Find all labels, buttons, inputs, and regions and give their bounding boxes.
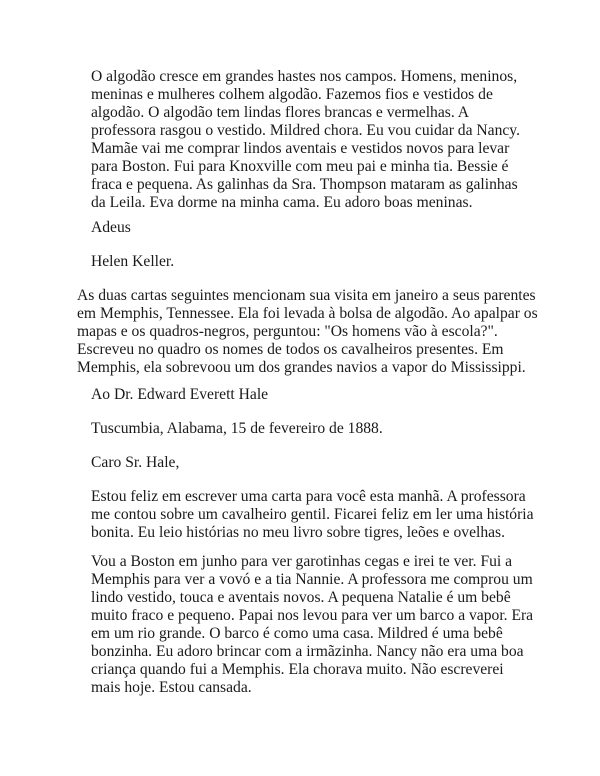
- text-line: em um rio grande. O barco é como uma casa. Mildred é uma bebê: [91, 625, 503, 642]
- text-line: meninas e mulheres colhem algodão. Fazemos fios e vestidos de: [91, 86, 493, 103]
- text-line: Vou a Boston em junho para ver garotinhas cegas e irei te ver. Fui a: [91, 553, 513, 570]
- paragraph-salutation: [91, 454, 179, 472]
- text-line: bonita. Eu leio histórias no meu livro sobre tigres, leões e ovelhas.: [91, 524, 506, 541]
- closing-text: Adeus: [91, 219, 131, 236]
- text-line: Memphis para ver a vovó e a tia Nannie. A professora me comprou um: [91, 571, 533, 588]
- paragraph-cotton-letter: [91, 68, 520, 212]
- text-line: lindo vestido, touca e aventais novos. A pequena Natalie é um bebê: [91, 589, 511, 606]
- text-line: O algodão cresce em grandes hastes nos campos. Homens, meninos,: [91, 68, 518, 85]
- signature-text: Helen Keller.: [91, 253, 175, 270]
- text-line: mapas e os quadros-negros, perguntou: "Os homens vão à escola?".: [77, 323, 498, 340]
- text-line: Escreveu no quadro os nomes de todos os cavalheiros presentes. Em: [77, 341, 504, 358]
- text-line: Memphis, ela sobrevoou um dos grandes navios a vapor do Mississippi.: [77, 359, 526, 376]
- text-line: bonzinha. Eu adoro brincar com a irmãzinha. Nancy não era uma boa: [91, 643, 524, 660]
- text-line: mais hoje. Estou cansada.: [91, 679, 252, 696]
- text-line: para Boston. Fui para Knoxville com meu pai e minha tia. Bessie é: [91, 158, 509, 175]
- text-line: Estou feliz em escrever uma carta para você esta manhã. A professora: [91, 488, 526, 505]
- text-line: fraca e pequena. As galinhas da Sra. Thompson mataram as galinhas: [91, 176, 518, 193]
- paragraph-closing: [91, 219, 131, 237]
- text-line: As duas cartas seguintes mencionam sua visita em janeiro a seus parentes: [77, 287, 536, 304]
- place-date-text: Tuscumbia, Alabama, 15 de fevereiro de 1888.: [91, 420, 383, 437]
- text-line: criança quando fui a Memphis. Ela chorava muito. Não escreverei: [91, 661, 504, 678]
- text-line: algodão. O algodão tem lindas flores brancas e vermelhas. A: [91, 104, 470, 121]
- text-line: me contou sobre um cavalheiro gentil. Ficarei feliz em ler uma história: [91, 506, 534, 523]
- paragraph-editorial-note: [77, 287, 538, 377]
- text-line: Mamãe vai me comprar lindos aventais e vestidos novos para levar: [91, 140, 510, 157]
- paragraph-addressee: [91, 386, 268, 404]
- paragraph-signature: [91, 253, 174, 271]
- text-line: em Memphis, Tennessee. Ela foi levada à bolsa de algodão. Ao apalpar os: [77, 305, 538, 322]
- paragraph-letter-body-1: [91, 488, 534, 542]
- addressee-text: Ao Dr. Edward Everett Hale: [91, 386, 269, 403]
- salutation-text: Caro Sr. Hale,: [91, 454, 180, 471]
- paragraph-letter-body-2: [91, 553, 533, 697]
- text-line: professora rasgou o vestido. Mildred chora. Eu vou cuidar da Nancy.: [91, 122, 520, 139]
- text-line: da Leila. Eva dorme na minha cama. Eu adoro boas meninas.: [91, 194, 473, 211]
- text-line: muito fraco e pequeno. Papai nos levou para ver um barco a vapor. Era: [91, 607, 534, 624]
- paragraph-place-date: [91, 420, 383, 438]
